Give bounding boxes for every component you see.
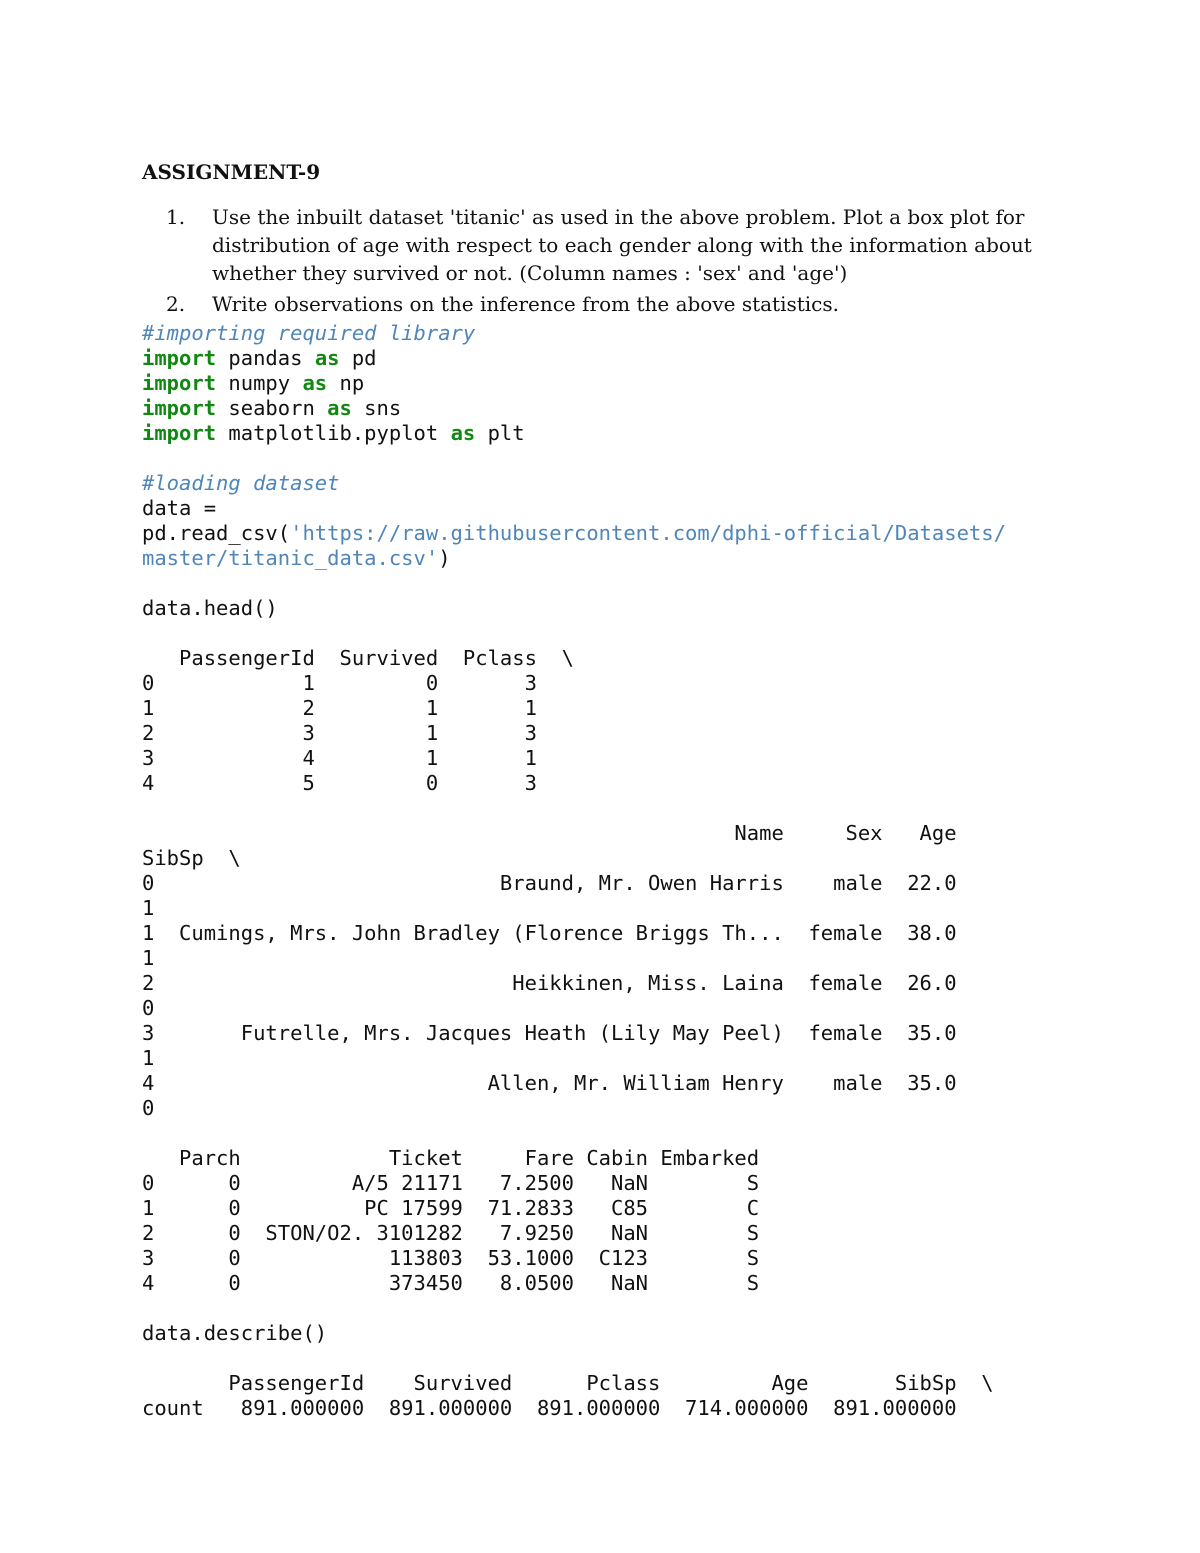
code-assignment: data = — [142, 496, 217, 520]
question-number: 2. — [166, 292, 186, 316]
code-head-call: data.head() — [142, 596, 278, 620]
code-keyword: import — [142, 371, 217, 395]
code-keyword: import — [142, 421, 217, 445]
code-describe-call: data.describe() — [142, 1321, 328, 1345]
code-comment: #importing required library — [142, 321, 476, 345]
assignment-heading: ASSIGNMENT-9 — [142, 160, 321, 184]
question-number: 1. — [166, 205, 186, 229]
question-item — [142, 203, 1042, 287]
question-item — [142, 290, 1042, 318]
code-url-string: 'https://raw.githubusercontent.com/dphi-official/Datasets/ — [290, 521, 1006, 545]
code-alias: pd — [339, 346, 377, 370]
code-keyword: as — [302, 371, 328, 395]
code-module: matplotlib.pyplot — [216, 421, 451, 445]
code-keyword: import — [142, 396, 217, 420]
code-module: pandas — [216, 346, 315, 370]
code-module: seaborn — [216, 396, 328, 420]
code-module: numpy — [216, 371, 303, 395]
code-keyword: as — [314, 346, 340, 370]
head-output: PassengerId Survived Pclass \ 0 1 0 3 1 2 1 1 2 3 1 3 3 4 1 1 4 5 0 3 Name Sex Age SibSp \ 0 Braund, Mr. Owen Harris male 22.0 1 1 Cumings, Mrs. John Bradley (Florence Briggs Th... female 38.0 1 2 Heikkinen, Miss. Laina female 26.0 0 3 Futrelle, Mrs. Jacques Heath (Lily May Peel) female 35.0 1 4 Allen, Mr. William Henry male 35.0 0 Parch Ticket Fare Cabin Embarked 0 0 A/5 21171 7.2500 NaN S 1 0 PC 17599 71.2833 C85 C 2 0 STON/O2. 3101282 7.9250 NaN S 3 0 113803 53.1000 C123 S 4 0 373450 8.0500 NaN S — [142, 646, 957, 1295]
code-block — [142, 321, 1006, 1421]
code-url-string: master/titanic_data.csv' — [142, 546, 439, 570]
code-comment: #loading dataset — [142, 471, 340, 495]
question-list — [142, 203, 1042, 321]
code-keyword: as — [327, 396, 352, 420]
code-alias: np — [327, 371, 365, 395]
code-keyword: import — [142, 346, 217, 370]
code-keyword: as — [450, 421, 476, 445]
question-text: Write observations on the inference from the above statistics. — [212, 292, 840, 316]
describe-output: PassengerId Survived Pclass Age SibSp \ count 891.000000 891.000000 891.000000 714.000000 891.000000 — [142, 1371, 994, 1420]
code-alias: sns — [351, 396, 402, 420]
code-alias: plt — [475, 421, 525, 445]
question-text: Use the inbuilt dataset 'titanic' as used in the above problem. Plot a box plot for distribution of age with respect to each gender along with the information about whether they survived or not. (Column names : 'sex' and 'age') — [212, 205, 1032, 285]
code-call: pd.read_csv( — [142, 521, 291, 545]
code-call: ) — [438, 546, 451, 570]
